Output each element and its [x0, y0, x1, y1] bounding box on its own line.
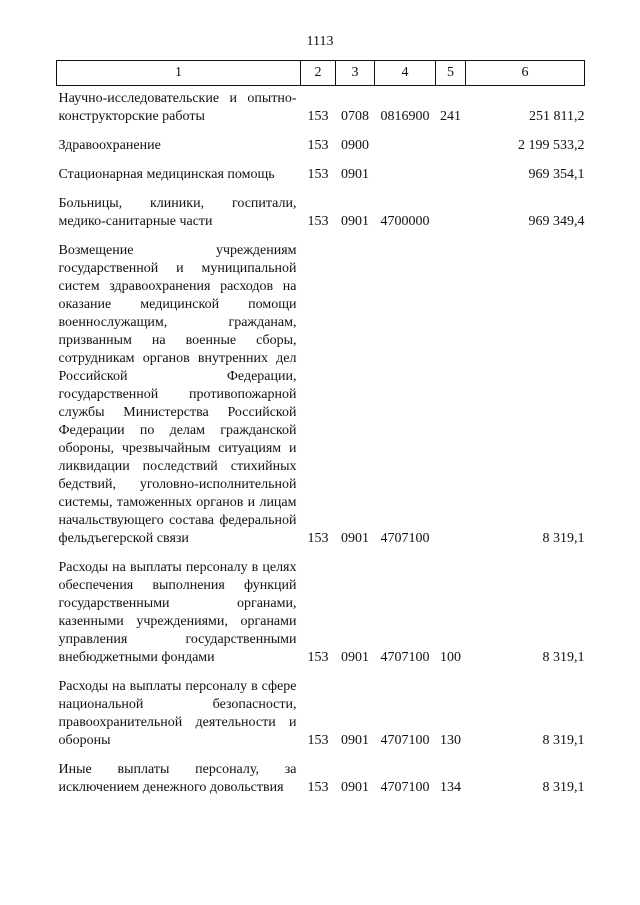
- row-section-code: 0901: [341, 780, 369, 795]
- row-amount: 969 354,1: [528, 167, 585, 182]
- row-ministry-code: 153: [307, 531, 329, 546]
- table-row: [57, 155, 585, 184]
- row-amount: 8 319,1: [542, 531, 585, 546]
- row-expense-code: 130: [440, 733, 461, 748]
- table-row: [57, 231, 585, 548]
- row-ministry-code: 153: [307, 650, 329, 665]
- row-amount: 969 349,4: [528, 214, 585, 229]
- table-body: [57, 86, 585, 798]
- row-ministry-code: 153: [307, 138, 329, 153]
- row-section-code: 0708: [341, 109, 369, 124]
- row-amount: 8 319,1: [542, 780, 585, 795]
- row-target-code: [375, 155, 436, 184]
- row-name: Здравоохранение: [58, 138, 161, 153]
- column-header-3: 3: [336, 61, 375, 86]
- row-target-code: 4707100: [380, 733, 430, 748]
- table-row: [57, 667, 585, 750]
- table-row: [57, 750, 585, 797]
- row-amount: 8 319,1: [542, 733, 585, 748]
- header-row: [57, 61, 585, 86]
- row-section-code: 0900: [341, 138, 369, 153]
- row-target-code: 4700000: [380, 214, 430, 229]
- column-header-4: 4: [375, 61, 436, 86]
- column-header-6: 6: [466, 61, 585, 86]
- row-expense-code: 134: [440, 780, 461, 795]
- row-expense-code: [436, 231, 466, 548]
- row-ministry-code: 153: [307, 214, 329, 229]
- row-target-code: 4707100: [380, 531, 430, 546]
- row-name: Расходы на выплаты персоналу в сфере национальной безопасности, правоохранительной деятельности и обороны: [58, 679, 297, 748]
- row-section-code: 0901: [341, 733, 369, 748]
- row-target-code: 0816900: [380, 109, 430, 124]
- page-number: 1113: [306, 34, 334, 49]
- row-name: Иные выплаты персоналу, за исключением денежного довольствия: [58, 762, 297, 795]
- row-name: Возмещение учреждениям государственной и муниципальной систем здравоохранения расходов на оказание медицинской помощи военнослужащим, гражданам, призванным на военные сборы, сотрудникам органов внутренних дел Российской Федерации, государственной противопожарной службы Министерства Российской Федерации по делам гражданской обороны, чрезвычайным ситуациям и ликвидации последствий стихийных бедствий, уголовно-исполнительной системы, таможенных органов и лицам начальствующего состава федеральной фельдъегерской связи: [58, 243, 297, 546]
- row-expense-code: [436, 184, 466, 231]
- row-ministry-code: 153: [307, 167, 329, 182]
- row-amount: 251 811,2: [529, 109, 585, 124]
- row-section-code: 0901: [341, 650, 369, 665]
- column-header-5: 5: [436, 61, 466, 86]
- row-ministry-code: 153: [307, 109, 329, 124]
- row-amount: 2 199 533,2: [518, 138, 585, 153]
- table-row: [57, 86, 585, 127]
- row-amount: 8 319,1: [542, 650, 585, 665]
- column-header-1: 1: [57, 61, 301, 86]
- table-row: [57, 548, 585, 667]
- table-header: [57, 61, 585, 86]
- row-target-code: 4707100: [380, 780, 430, 795]
- row-expense-code: [436, 155, 466, 184]
- row-name: Стационарная медицинская помощь: [58, 167, 275, 182]
- row-target-code: [375, 126, 436, 155]
- row-section-code: 0901: [341, 167, 369, 182]
- row-ministry-code: 153: [307, 733, 329, 748]
- row-section-code: 0901: [341, 214, 369, 229]
- row-name: Расходы на выплаты персоналу в целях обеспечения выполнения функций государственными органами, казенными учреждениями, органами управления государственными внебюджетными фондами: [58, 560, 297, 665]
- row-target-code: 4707100: [380, 650, 430, 665]
- column-header-2: 2: [301, 61, 336, 86]
- row-ministry-code: 153: [307, 780, 329, 795]
- row-expense-code: 241: [440, 109, 461, 124]
- row-expense-code: 100: [440, 650, 461, 665]
- table-row: [57, 184, 585, 231]
- budget-table: [56, 60, 585, 797]
- row-name: Больницы, клиники, госпитали, медико-санитарные части: [58, 196, 297, 229]
- row-section-code: 0901: [341, 531, 369, 546]
- table-row: [57, 126, 585, 155]
- row-expense-code: [436, 126, 466, 155]
- row-name: Научно-исследовательские и опытно-конструкторские работы: [58, 91, 297, 124]
